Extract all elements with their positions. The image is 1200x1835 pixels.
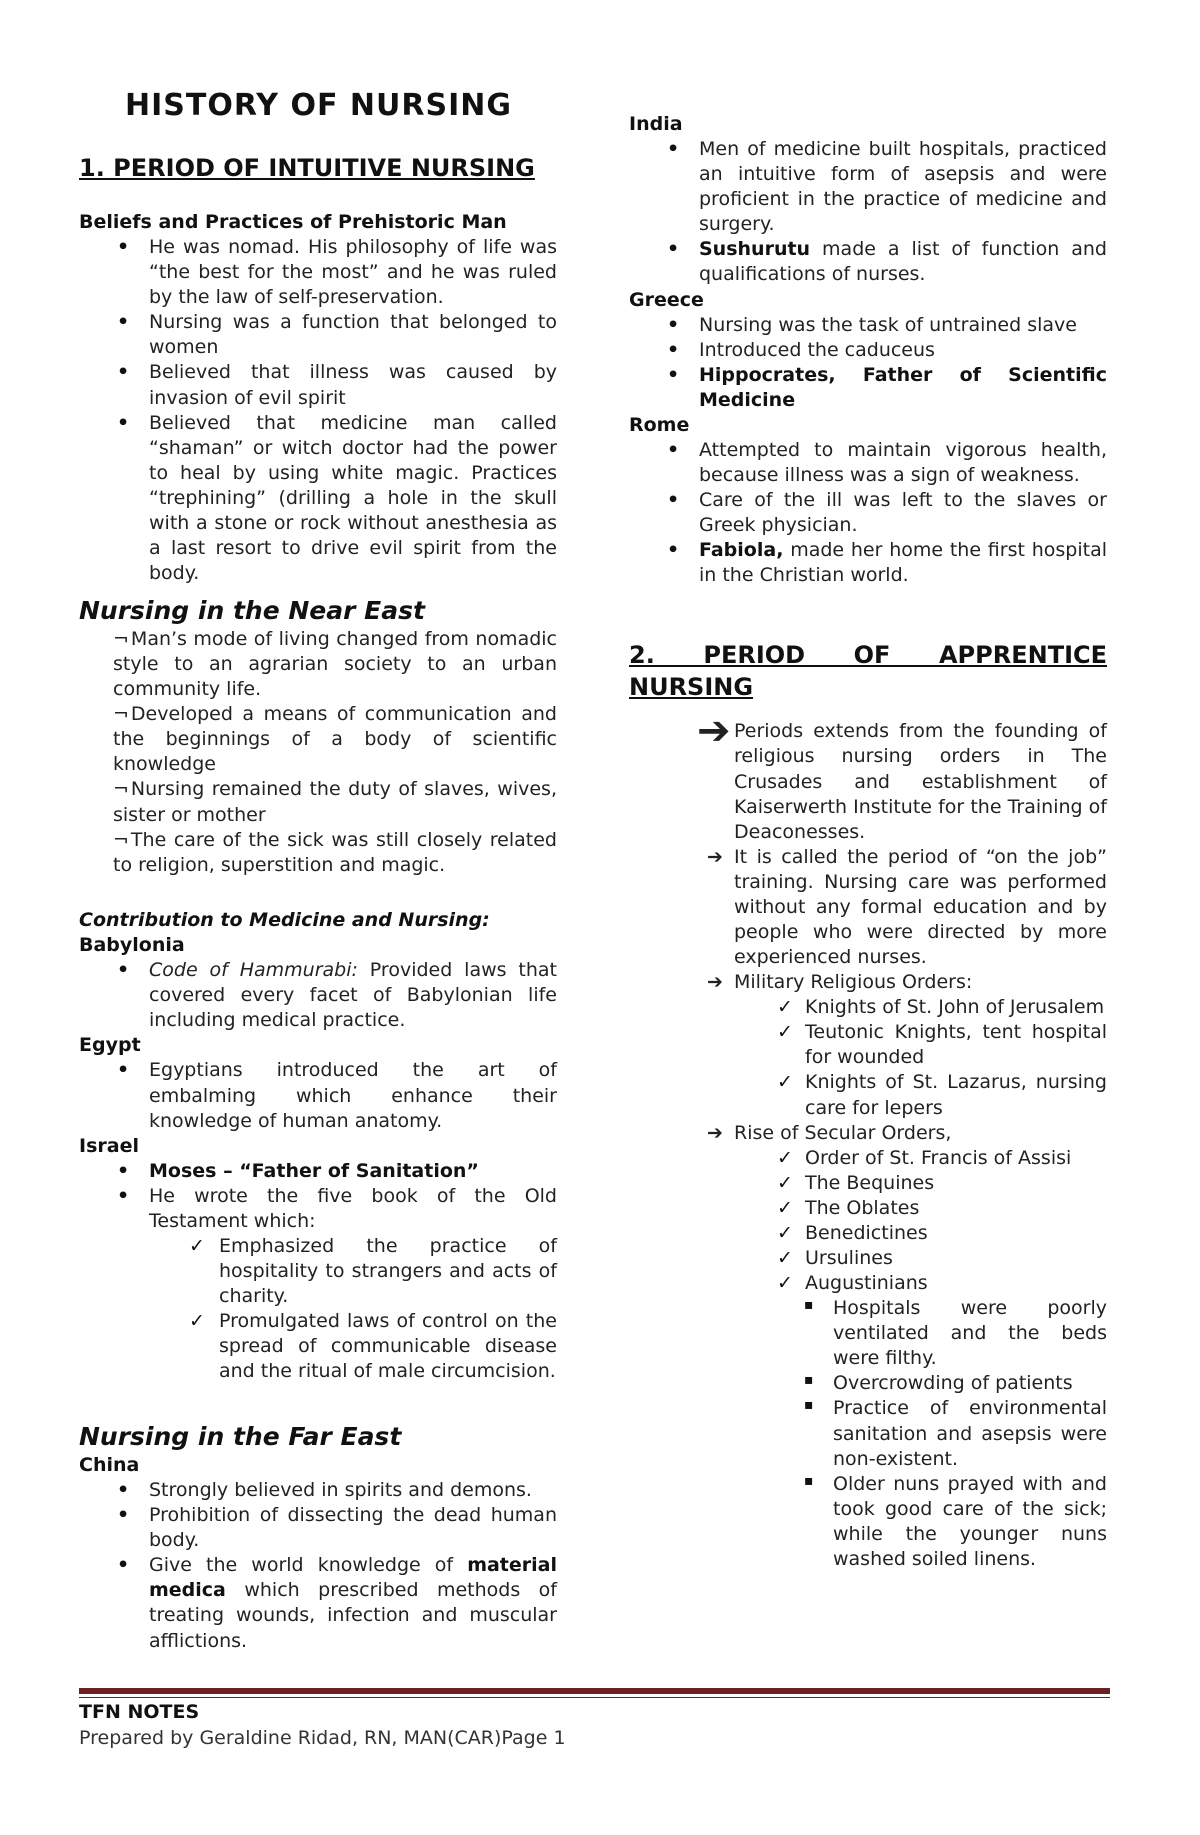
list-item: • He was nomad. His philosophy of life was “the best for the most” and he was ruled by the law of self-preservation. xyxy=(79,235,557,310)
prehistoric-section xyxy=(79,210,557,586)
footer-rule-thin xyxy=(79,1697,1110,1698)
prehistoric-list xyxy=(79,235,557,586)
secular-heading: ➔ Rise of Secular Orders, xyxy=(629,1121,1107,1146)
footer-rule xyxy=(79,1688,1110,1694)
period2-on-the-job: ➔ It is called the period of “on the job” training. Nursing care was performed without any formal education and by people who were directed by more experienced nurses. xyxy=(707,845,1107,969)
list-item: • Men of medicine built hospitals, practiced an intuitive form of asepsis and were proficient in the practice of medicine and surgery. xyxy=(629,137,1107,237)
period2-section xyxy=(629,640,1107,1572)
babylonia-heading: Babylonia xyxy=(79,934,185,957)
list-item: • Strongly believed in spirits and demons. xyxy=(79,1478,557,1503)
list-item: • Moses – “Father of Sanitation” xyxy=(79,1159,557,1184)
rome-heading: Rome xyxy=(629,413,690,436)
contribution-heading: Contribution to Medicine and Nursing: xyxy=(79,909,490,931)
list-item: • He wrote the five book of the Old Testament which: xyxy=(79,1184,557,1234)
india-heading: India xyxy=(629,113,683,135)
list-item: • Sushurutu made a list of function and qualifications of nurses. xyxy=(629,237,1107,287)
list-item: • Believed that medicine man called “shaman” or witch doctor had the power to heal by using white magic. Practices “trephining” (drilling a hole in the skull with a stone or rock without anesthesia as a last resort to drive evil spirit from the body. xyxy=(79,411,557,587)
prehistoric-heading: Beliefs and Practices of Prehistoric Man xyxy=(79,211,507,233)
not-sign-icon: ¬ xyxy=(113,628,129,650)
secular-notes xyxy=(629,1296,1107,1572)
list-item: • Believed that illness was caused by invasion of evil spirit xyxy=(79,360,557,410)
check-item: ✓ Knights of St. John of Jerusalem xyxy=(629,995,1107,1020)
check-item: ✓ Ursulines xyxy=(629,1246,1107,1271)
footer-title: TFN NOTES xyxy=(79,1701,200,1723)
note-item: ▪ Older nuns prayed with and took good care of the sick; while the younger nuns washed soiled linens. xyxy=(629,1472,1107,1572)
arrow-right-icon: ➔ xyxy=(707,971,723,994)
list-item: ¬ The care of the sick was still closely related to religion, superstition and magic. xyxy=(113,828,557,876)
check-item: ✓ Emphasized the practice of hospitality to strangers and acts of charity. xyxy=(79,1234,557,1309)
list-item: • Attempted to maintain vigorous health, because illness was a sign of weakness. xyxy=(629,438,1107,488)
check-item: ✓ Benedictines xyxy=(629,1221,1107,1246)
check-item: ✓ The Oblates xyxy=(629,1196,1107,1221)
period2-intro: ➔ Periods extends from the founding of religious nursing orders in The Crusades and establishment of Kaiserwerth Institute for the Training of Deaconesses. xyxy=(697,708,1107,843)
contribution-section xyxy=(79,908,557,1384)
list-item: • Introduced the caduceus xyxy=(629,338,1107,363)
far-east-heading: Nursing in the Far East xyxy=(79,1422,402,1451)
list-item: • Hippocrates, Father of Scientific Medicine xyxy=(629,363,1107,413)
period2-heading: 2. PERIOD OF APPRENTICE NURSING xyxy=(629,641,1107,701)
near-east-section xyxy=(79,594,557,878)
arrow-right-icon: ➔ xyxy=(707,1121,723,1144)
arrow-right-icon: ➔ xyxy=(697,708,731,755)
check-item: ✓ The Bequines xyxy=(629,1171,1107,1196)
list-item: • Code of Hammurabi: Provided laws that covered every facet of Babylonian life including medical practice. xyxy=(79,958,557,1033)
china-heading: China xyxy=(79,1454,140,1476)
list-item: • Give the world knowledge of material medica which prescribed methods of treating wounds, infection and muscular afflictions. xyxy=(79,1553,557,1653)
check-item: ✓ Knights of St. Lazarus, nursing care for lepers xyxy=(629,1070,1107,1120)
note-item: ▪ Practice of environmental sanitation and asepsis were non-existent. xyxy=(629,1396,1107,1471)
not-sign-icon: ¬ xyxy=(113,828,129,851)
israel-heading: Israel xyxy=(79,1134,139,1157)
list-item: • Nursing was the task of untrained slave xyxy=(629,313,1107,338)
not-sign-icon: ¬ xyxy=(113,703,129,726)
not-sign-icon: ¬ xyxy=(113,778,129,801)
secular-list xyxy=(629,1146,1107,1296)
check-item: ✓ Order of St. Francis of Assisi xyxy=(629,1146,1107,1171)
india-section xyxy=(629,112,1107,588)
footer-prepared-by: Prepared by Geraldine Ridad, RN, MAN(CAR)Page 1 xyxy=(79,1727,566,1749)
arrow-right-icon: ➔ xyxy=(707,845,723,868)
list-item: ¬ Nursing remained the duty of slaves, wives, sister or mother xyxy=(113,778,557,826)
period1-heading: 1. PERIOD OF INTUITIVE NURSING xyxy=(79,154,535,182)
list-item: • Nursing was a function that belonged to women xyxy=(79,310,557,360)
list-item: • Care of the ill was left to the slaves or Greek physician. xyxy=(629,488,1107,538)
check-item: ✓ Teutonic Knights, tent hospital for wounded xyxy=(629,1020,1107,1070)
military-heading: ➔ Military Religious Orders: xyxy=(629,970,1107,995)
list-item: • Prohibition of dissecting the dead human body. xyxy=(79,1503,557,1553)
near-east-heading: Nursing in the Near East xyxy=(79,596,425,625)
list-item: ¬ Developed a means of communication and the beginnings of a body of scientific knowledge xyxy=(113,703,557,776)
military-list xyxy=(629,995,1107,1120)
note-item: ▪ Hospitals were poorly ventilated and the beds were filthy. xyxy=(629,1296,1107,1371)
check-item: ✓ Promulgated laws of control on the spread of communicable disease and the ritual of male circumcision. xyxy=(79,1309,557,1384)
list-item: • Fabiola, made her home the first hospital in the Christian world. xyxy=(629,538,1107,588)
note-item: ▪ Overcrowding of patients xyxy=(629,1371,1107,1396)
check-item: ✓ Augustinians xyxy=(629,1271,1107,1296)
list-item: • Egyptians introduced the art of embalming which enhance their knowledge of human anatomy. xyxy=(79,1058,557,1133)
egypt-heading: Egypt xyxy=(79,1034,141,1057)
page-title: HISTORY OF NURSING xyxy=(125,88,512,123)
greece-heading: Greece xyxy=(629,288,704,311)
far-east-section xyxy=(79,1420,557,1654)
list-item: ¬ Man’s mode of living changed from nomadic style to an agrarian society to an urban community life. xyxy=(113,628,557,701)
